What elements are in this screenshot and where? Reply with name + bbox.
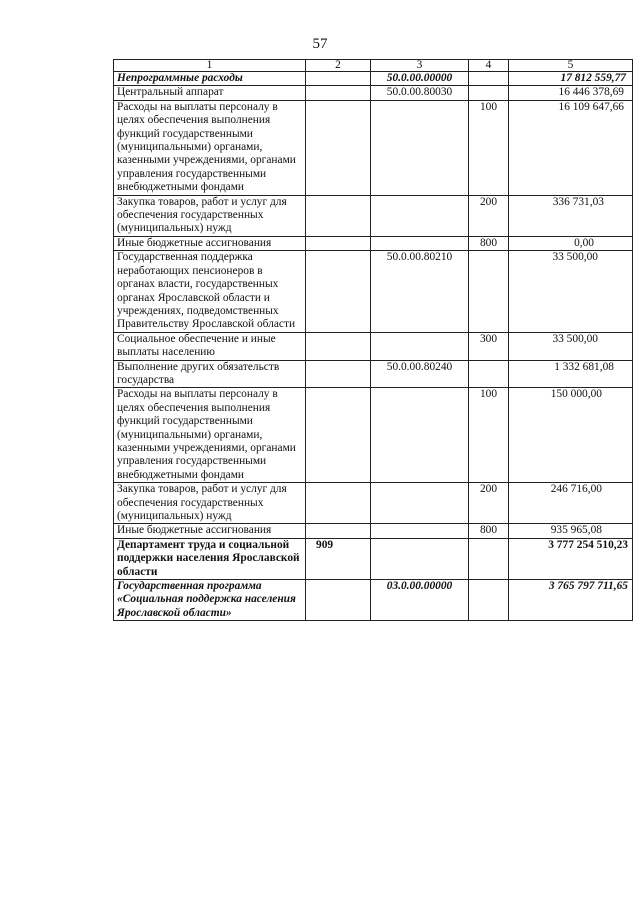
- expense-name: Закупка товаров, работ и услуг для обеспечения государственных (муниципальных) нужд: [114, 483, 306, 524]
- department-code: [306, 483, 371, 524]
- table-row: [114, 72, 633, 86]
- amount: 336 731,03: [509, 195, 633, 236]
- table-row: [114, 195, 633, 236]
- table-row: [114, 236, 633, 250]
- amount: 33 500,00: [509, 332, 633, 360]
- expense-kind-code: [469, 360, 509, 388]
- expense-name: Расходы на выплаты персоналу в целях обеспечения выполнения функций государственными (муниципальными) органами, казенными учреждениями, органами управления государственными внебюджетными фондами: [114, 100, 306, 195]
- table-row: [114, 360, 633, 388]
- expense-name: Центральный аппарат: [114, 86, 306, 100]
- department-code: [306, 580, 371, 621]
- expense-kind-code: [469, 580, 509, 621]
- column-number-cell: 2: [306, 60, 371, 72]
- table-row: [114, 538, 633, 579]
- expense-kind-code: [469, 72, 509, 86]
- expense-name: Иные бюджетные ассигнования: [114, 524, 306, 538]
- amount: 0,00: [509, 236, 633, 250]
- department-code: [306, 86, 371, 100]
- target-article-code: 50.0.00.00000: [371, 72, 469, 86]
- table-row: [114, 388, 633, 483]
- department-code: [306, 236, 371, 250]
- expense-name: Департамент труда и социальной поддержки населения Ярославской области: [114, 538, 306, 579]
- budget-table: [113, 59, 633, 621]
- target-article-code: [371, 483, 469, 524]
- target-article-code: [371, 100, 469, 195]
- department-code: [306, 524, 371, 538]
- amount: 16 109 647,66: [509, 100, 633, 195]
- expense-name: Закупка товаров, работ и услуг для обеспечения государственных (муниципальных) нужд: [114, 195, 306, 236]
- amount: 935 965,08: [509, 524, 633, 538]
- column-number-row: [114, 60, 633, 72]
- target-article-code: [371, 195, 469, 236]
- amount: 150 000,00: [509, 388, 633, 483]
- expense-kind-code: 800: [469, 236, 509, 250]
- expense-name: Государственная программа «Социальная поддержка населения Ярославской области»: [114, 580, 306, 621]
- target-article-code: [371, 236, 469, 250]
- target-article-code: 50.0.00.80210: [371, 251, 469, 332]
- expense-kind-code: 100: [469, 388, 509, 483]
- expense-kind-code: [469, 538, 509, 579]
- column-number-cell: 5: [509, 60, 633, 72]
- expense-kind-code: 200: [469, 483, 509, 524]
- table-row: [114, 332, 633, 360]
- column-number-cell: 3: [371, 60, 469, 72]
- target-article-code: [371, 388, 469, 483]
- department-code: [306, 360, 371, 388]
- amount: 3 765 797 711,65: [509, 580, 633, 621]
- expense-name: Выполнение других обязательств государства: [114, 360, 306, 388]
- target-article-code: [371, 538, 469, 579]
- page-number: 57: [312, 36, 328, 52]
- expense-kind-code: 800: [469, 524, 509, 538]
- table-row: [114, 483, 633, 524]
- amount: 3 777 254 510,23: [509, 538, 633, 579]
- amount: 17 812 559,77: [509, 72, 633, 86]
- expense-kind-code: [469, 86, 509, 100]
- table-row: [114, 580, 633, 621]
- table-row: [114, 524, 633, 538]
- amount: 33 500,00: [509, 251, 633, 332]
- column-number-cell: 1: [114, 60, 306, 72]
- expense-kind-code: [469, 251, 509, 332]
- table-row: [114, 86, 633, 100]
- expense-name: Государственная поддержка неработающих пенсионеров в органах власти, государственных органах Ярославской области и учреждениях, подведомственных Правительству Ярославской области: [114, 251, 306, 332]
- column-number-cell: 4: [469, 60, 509, 72]
- expense-name: Социальное обеспечение и иные выплаты населению: [114, 332, 306, 360]
- department-code: [306, 251, 371, 332]
- expense-kind-code: 300: [469, 332, 509, 360]
- amount: 246 716,00: [509, 483, 633, 524]
- target-article-code: 03.0.00.00000: [371, 580, 469, 621]
- department-code: 909: [306, 538, 371, 579]
- expense-kind-code: 200: [469, 195, 509, 236]
- department-code: [306, 72, 371, 86]
- target-article-code: 50.0.00.80240: [371, 360, 469, 388]
- department-code: [306, 195, 371, 236]
- table-row: [114, 100, 633, 195]
- target-article-code: [371, 524, 469, 538]
- target-article-code: 50.0.00.80030: [371, 86, 469, 100]
- amount: 1 332 681,08: [509, 360, 633, 388]
- table-row: [114, 251, 633, 332]
- amount: 16 446 378,69: [509, 86, 633, 100]
- department-code: [306, 332, 371, 360]
- expense-name: Непрограммные расходы: [114, 72, 306, 86]
- department-code: [306, 388, 371, 483]
- department-code: [306, 100, 371, 195]
- expense-kind-code: 100: [469, 100, 509, 195]
- expense-name: Расходы на выплаты персоналу в целях обеспечения выполнения функций государственными (муниципальными) органами, казенными учреждениями, органами управления государственными внебюджетными фондами: [114, 388, 306, 483]
- expense-name: Иные бюджетные ассигнования: [114, 236, 306, 250]
- target-article-code: [371, 332, 469, 360]
